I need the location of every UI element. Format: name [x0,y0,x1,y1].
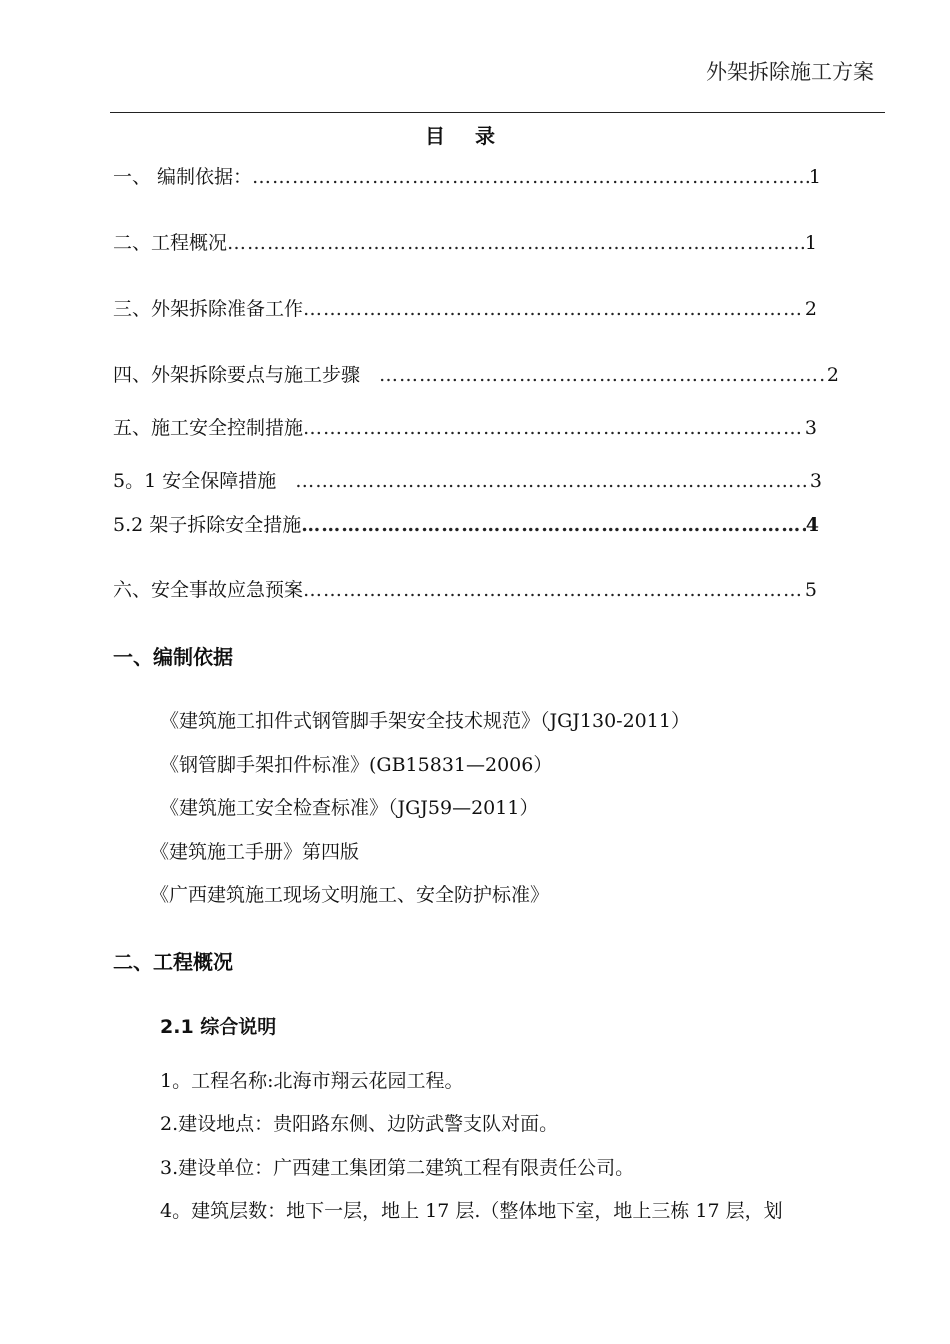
overview-item: 2.建设地点：贵阳路东侧、边防武警支队对面。 [160,1113,559,1135]
toc-leader-dots [227,232,805,254]
toc-item-label: 5。1 安全保障措施 [113,470,296,492]
toc-item-page: 5 [804,579,817,601]
toc-item[interactable] [113,228,817,255]
toc-item-page: 2 [826,364,839,386]
toc-item[interactable] [113,575,817,602]
overview-item: 1。工程名称:北海市翔云花园工程。 [160,1070,464,1092]
toc-item[interactable] [113,413,817,440]
toc-item-label: 五、施工安全控制措施 [113,417,304,439]
toc-item-page: 1 [804,232,817,254]
reference-item: 《钢管脚手架扣件标准》(GB15831—2006） [160,754,553,776]
overview-item: 3.建设单位：广西建工集团第二建筑工程有限责任公司。 [160,1157,635,1179]
toc-item-page: 2 [804,298,817,320]
toc-item-page: 1 [808,166,821,188]
toc-item-label: 一、 编制依据： [113,166,253,188]
toc-item-label: 六、安全事故应急预案 [113,579,304,601]
document-header-title: 外架拆除施工方案 [706,60,874,84]
toc-leader-dots [303,298,805,320]
toc-item[interactable] [113,360,839,387]
header-divider [110,112,885,113]
subsection-heading: 2.1 综合说明 [160,1016,277,1038]
toc-leader-dots [301,514,806,536]
toc-item[interactable] [113,162,821,189]
toc-item-page: 4 [805,514,819,536]
overview-item: 4。建筑层数：地下一层，地上 17 层.（整体地下室，地上三栋 17 层，划 [160,1200,783,1222]
toc-leader-dots [295,470,810,492]
toc-leader-dots [303,417,805,439]
reference-item: 《建筑施工手册》第四版 [150,841,360,863]
reference-item: 《建筑施工安全检查标准》（JGJ59—2011） [160,797,539,819]
toc-item[interactable] [113,466,822,493]
section-heading: 二、工程概况 [113,950,233,974]
toc-title: 目录 [425,124,525,148]
toc-item-label: 二、工程概况 [113,232,228,254]
toc-item-label: 5.2 架子拆除安全措施 [113,514,302,536]
toc-item[interactable] [113,294,817,321]
toc-item-page: 3 [804,417,817,439]
toc-leader-dots [252,166,809,188]
toc-leader-dots [303,579,805,601]
toc-item-label: 三、外架拆除准备工作 [113,298,304,320]
toc-item-label: 四、外架拆除要点与施工步骤 [113,364,380,386]
reference-item: 《广西建筑施工现场文明施工、安全防护标准》 [150,884,550,906]
section-heading: 一、编制依据 [113,645,233,669]
toc-item[interactable] [113,510,819,537]
toc-leader-dots [379,364,827,386]
toc-item-page: 3 [809,470,822,492]
reference-item: 《建筑施工扣件式钢管脚手架安全技术规范》（JGJ130-2011） [160,710,690,732]
